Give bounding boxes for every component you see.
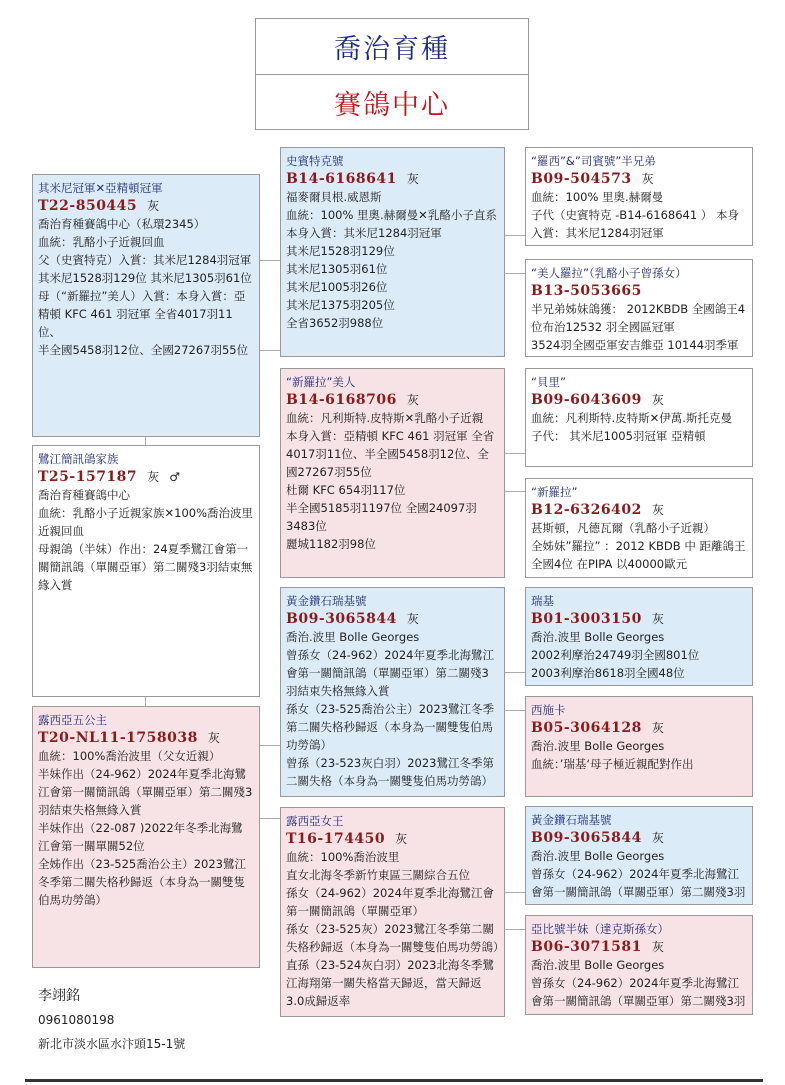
bird-detail-line: 半全國5185羽1197位 全國24097羽3483位 xyxy=(286,501,477,533)
ring-number: B09-3065844 xyxy=(286,611,397,627)
bird-detail-line: 半兄弟姊妹鴿獲： 2012KBDB 全國鴿王4位布治12532 羽全國區冠軍 xyxy=(531,302,746,334)
bird-detail-line: 本身入賞：亞精頓 KFC 461 羽冠軍 全省4017羽11位、半全國5458羽12位、全國27267羽55位 xyxy=(286,429,495,479)
bird-detail-line: 杜爾 KFC 654羽117位 xyxy=(286,483,406,497)
ring-number: B14-6168706 xyxy=(286,392,397,408)
bird-name: 黃金鑽石瑞基號 xyxy=(531,813,612,827)
bird-detail-line: 孫女（23-525喬治公主）2023鷺江冬季第二關失格秒歸返（本身為一關雙隻伯馬功勞鴿） xyxy=(286,702,494,752)
pedigree-box-dam1 xyxy=(280,368,505,578)
header-title-box xyxy=(255,18,529,130)
ring-number: B09-3065844 xyxy=(531,830,642,846)
bird-detail-line: 福麥爾貝根.威恩斯 xyxy=(286,190,382,204)
bird-name: 史賓特克號 xyxy=(286,154,344,168)
owner-info xyxy=(38,985,185,1060)
bird-detail-line: 母（“新羅拉”美人）入賞：本身入賞：亞精頓 KFC 461 羽冠軍 全省4017羽11位、 xyxy=(38,289,246,339)
bird-detail-line: 喬治.波里 Bolle Georges xyxy=(531,739,665,753)
bird-name: “新羅拉” xyxy=(531,485,578,499)
bird-detail-line: 全省3652羽988位 xyxy=(286,316,384,330)
ring-number: B06-3071581 xyxy=(531,939,642,955)
owner-address: 新北市淡水區水汴頭15-1號 xyxy=(38,1037,186,1051)
ring-number: B01-3003150 xyxy=(531,611,642,627)
bird-detail-line: 喬治育種賽鴿中心 xyxy=(38,488,130,502)
bird-detail-line: 曾孫女（24-962）2024年夏季北海鷺江會第一關簡訊鴿（單關亞軍）第二關殘3羽結束失格無緣入賞 xyxy=(286,648,494,698)
bird-detail-line: 其米尼1305羽61位 xyxy=(286,262,388,276)
ring-number: B09-504573 xyxy=(531,171,632,187)
ring-number: B05-3064128 xyxy=(531,720,642,736)
pedigree-box-gd1 xyxy=(525,259,753,357)
connector-line xyxy=(505,453,525,454)
bird-name: 露西亞女王 xyxy=(286,814,344,828)
connector-line xyxy=(505,273,525,274)
bird-name: 亞比號半妹（達克斯孫女） xyxy=(531,922,669,936)
ring-number: B09-6043609 xyxy=(531,392,642,408)
pedigree-box-subject xyxy=(32,174,260,437)
color-label: 灰 xyxy=(406,393,419,407)
bird-detail-line: 曾孫女（24-962）2024年夏季北海鷺江會第一關簡訊鴿（單關亞軍）第二關殘3羽 xyxy=(531,867,746,899)
bird-detail-line: 半全國5458羽12位、全國27267羽55位 xyxy=(38,343,249,357)
bird-detail-line: 血統：乳酪小子近親回血 xyxy=(38,235,165,249)
color-label: 灰 xyxy=(651,503,664,517)
owner-phone: 0961080198 xyxy=(38,1013,115,1027)
bird-name: 黃金鑽石瑞基號 xyxy=(286,594,367,608)
header-title: 喬治育種 xyxy=(256,19,528,75)
color-label: 灰 xyxy=(406,612,419,626)
connector-line xyxy=(505,491,525,492)
bird-detail-line: 2003利摩治8618羽全國48位 xyxy=(531,666,685,680)
header-subtitle: 賽鴿中心 xyxy=(334,90,450,121)
bird-detail-line: 血統：凡利斯特.皮特斯✕乳酪小子近親 xyxy=(286,411,484,425)
bottom-rule xyxy=(25,1079,763,1082)
ring-number: B14-6168641 xyxy=(286,171,397,187)
bird-detail-line: 母親鴿（半妹）作出：24夏季鷺江會第一關簡訊鴿（單關亞軍）第二關殘3羽結束無緣入賞 xyxy=(38,542,253,592)
bird-detail-line: 父（史賓特克）入賞：其米尼1284羽冠軍 其米尼1528羽129位 其米尼1305羽61位 xyxy=(38,253,252,285)
bird-detail-line: 喬治.波里 Bolle Georges xyxy=(531,849,665,863)
bird-detail-line: 孫女（23-525灰）2023鷺江冬季第二關失格秒歸返（本身為一關雙隻伯馬功勞鴿） xyxy=(286,922,505,954)
bird-detail-line: 血統：乳酪小子近親家族✕100%喬治波里近親回血 xyxy=(38,506,254,538)
ring-number: T20-NL11-1758038 xyxy=(38,730,198,746)
connector-line xyxy=(505,672,525,673)
connector-line xyxy=(505,235,525,236)
pedigree-box-gd2 xyxy=(525,478,753,578)
bird-detail-line: 直孫（23-524灰白羽）2023北海冬季鷺江海翔第一關失格當天歸返，當天歸返3.0成歸返率 xyxy=(286,958,494,1008)
sex-icon: ♂ xyxy=(169,470,180,484)
ring-number: T22-850445 xyxy=(38,198,138,214)
bird-detail-line: 全姊妹”羅拉” ：2012 KBDB 中 距離鴿王全國4位 在PIPA 以40000歐元 xyxy=(531,539,746,571)
bird-name: “羅西”&”司賓號”半兄弟 xyxy=(531,154,656,168)
pedigree-box-subject3 xyxy=(32,706,260,968)
color-label: 灰 xyxy=(651,940,664,954)
connector-line xyxy=(260,818,280,819)
ring-number: B12-6326402 xyxy=(531,502,642,518)
connector-line xyxy=(505,892,525,893)
bird-detail-line: 曾孫（23-523灰白羽）2023鷺江冬季第二關失格（本身為一關雙隻伯馬功勞鴿） xyxy=(286,756,494,788)
bird-name: “新羅拉”美人 xyxy=(286,375,356,389)
color-label: 灰 xyxy=(641,172,654,186)
bird-detail-line: 喬治.波里 Bolle Georges xyxy=(531,630,665,644)
connector-line xyxy=(145,437,146,445)
bird-detail-line: 血統：100%喬治波里 xyxy=(286,850,400,864)
ring-number: T16-174450 xyxy=(286,831,386,847)
color-label: 灰 xyxy=(147,470,160,484)
connector-line xyxy=(505,929,525,930)
bird-detail-line: 血統：100%喬治波里（父女近親） xyxy=(38,749,221,763)
bird-detail-line: 血統：100% 里奧.赫爾曼✕乳酪小子直系 xyxy=(286,208,497,222)
pedigree-box-gs4 xyxy=(525,806,753,905)
bird-name: “貝里” xyxy=(531,375,566,389)
connector-line xyxy=(260,745,280,746)
connector-line xyxy=(145,697,146,706)
bird-detail-line: 全姊作出（23-525喬治公主）2023鷺江冬季第二關失格秒歸返（本身為一關雙隻伯馬功勞鴿） xyxy=(38,857,246,907)
color-label: 灰 xyxy=(651,393,664,407)
bird-detail-line: 子代（史賓特克 -B14-6168641 ） 本身入賞：其米尼1284羽冠軍 xyxy=(531,208,740,240)
bird-name: 其米尼冠軍✕亞精頓冠軍 xyxy=(38,181,163,195)
pedigree-box-gd4 xyxy=(525,915,753,1015)
pedigree-box-sire3 xyxy=(280,587,505,797)
bird-detail-line: 半妹作出（22-087 )2022年冬季北海鷺江會第一關單關52位 xyxy=(38,821,243,853)
ring-number: B13-5053665 xyxy=(531,283,642,299)
bird-detail-line: 曾孫女（24-962）2024年夏季北海鷺江會第一關簡訊鴿（單關亞軍）第二關殘3羽 xyxy=(531,976,746,1008)
bird-name: “美人羅拉”（乳酪小子曾孫女） xyxy=(531,266,687,280)
connector-line xyxy=(505,710,525,711)
bird-detail-line: 喬治.波里 Bolle Georges xyxy=(286,630,420,644)
pedigree-box-gd3 xyxy=(525,696,753,797)
color-label: 灰 xyxy=(406,172,419,186)
bird-detail-line: 直女北海冬季新竹東區三關綜合五位 xyxy=(286,868,470,882)
pedigree-box-gs1 xyxy=(525,147,753,246)
bird-name: 露西亞五公主 xyxy=(38,713,107,727)
bird-detail-line: 本身入賞：其米尼1284羽冠軍 xyxy=(286,226,442,240)
bird-detail-line: 其米尼1528羽129位 xyxy=(286,244,395,258)
bird-detail-line: 喬治.波里 Bolle Georges xyxy=(531,958,665,972)
pedigree-box-dam3 xyxy=(280,807,505,1017)
bird-name: 瑞基 xyxy=(531,594,554,608)
bird-name: 西施卡 xyxy=(531,703,566,717)
bird-detail-line: 其米尼1375羽205位 xyxy=(286,298,395,312)
bird-detail-line: 血統：’瑞基‘母子極近親配對作出 xyxy=(531,757,694,771)
color-label: 灰 xyxy=(651,612,664,626)
owner-name: 李翊銘 xyxy=(38,988,80,1004)
color-label: 灰 xyxy=(147,199,160,213)
color-label: 灰 xyxy=(651,831,664,845)
bird-detail-line: 孫女（24-962）2024年夏季北海鷺江會第一關簡訊鴿（單關亞軍） xyxy=(286,886,494,918)
ring-number: T25-157187 xyxy=(38,469,138,485)
color-label: 灰 xyxy=(207,731,220,745)
bird-detail-line: 喬治育種賽鴿中心（私環2345） xyxy=(38,217,206,231)
pedigree-box-subject2 xyxy=(32,445,260,697)
color-label: 灰 xyxy=(395,832,408,846)
bird-detail-line: 子代： 其米尼1005羽冠軍 亞精頓 xyxy=(531,429,706,443)
bird-detail-line: 3524羽全國亞軍安吉維亞 10144羽季軍 xyxy=(531,338,739,352)
pedigree-box-gs3 xyxy=(525,587,753,686)
bird-detail-line: 血統：100% 里奧.赫爾曼 xyxy=(531,190,664,204)
bird-name: 鷺江簡訊鴿家族 xyxy=(38,452,119,466)
color-label: 灰 xyxy=(651,721,664,735)
bird-detail-line: 其米尼1005羽26位 xyxy=(286,280,388,294)
pedigree-box-sire1 xyxy=(280,147,505,357)
bird-detail-line: 甚斯頓，凡德瓦爾（乳酪小子近親） xyxy=(531,521,715,535)
connector-line xyxy=(260,350,280,351)
bird-detail-line: 半妹作出（24-962）2024年夏季北海鷺江會第一關簡訊鴿（單關亞軍）第二關殘3羽結束失格無緣入賞 xyxy=(38,767,253,817)
pedigree-box-gs2 xyxy=(525,368,753,467)
bird-detail-line: 2002利摩治24749羽全國801位 xyxy=(531,648,700,662)
connector-line xyxy=(260,260,280,261)
bird-detail-line: 血統：凡利斯特.皮特斯✕伊萬.斯托克曼 xyxy=(531,411,732,425)
bird-detail-line: 麗城1182羽98位 xyxy=(286,537,376,551)
